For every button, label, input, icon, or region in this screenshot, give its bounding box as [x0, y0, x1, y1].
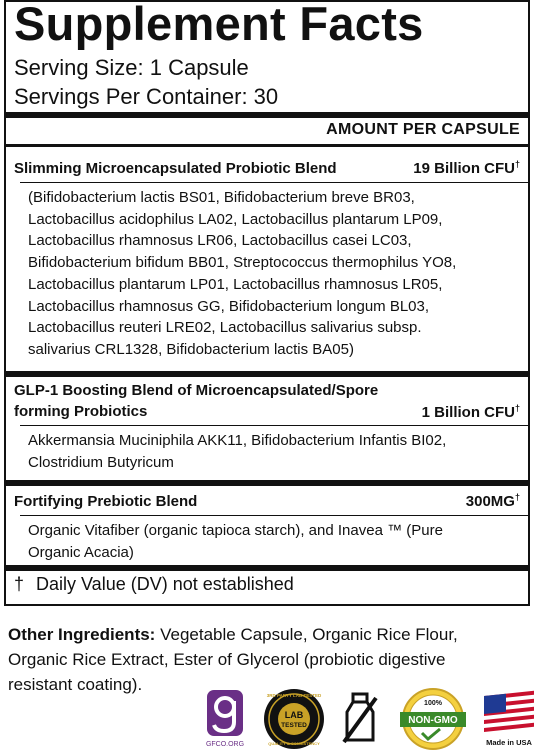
dagger-symbol: † [14, 574, 25, 594]
section-divider [6, 565, 528, 571]
non-gmo-main-text: NON-GMO [408, 715, 458, 726]
ingredient-line: Lactobacillus rhamnosus GG, Bifidobacterium longum BL03, [28, 297, 430, 315]
supplement-facts-panel [4, 0, 530, 606]
amount-per-capsule-header: AMOUNT PER CAPSULE [326, 121, 520, 138]
lab-center-text-1: LAB [284, 710, 304, 720]
gluten-free-certified-icon [205, 688, 245, 755]
blend-3-amount: 300MG† [465, 492, 520, 510]
servings-per-container: Servings Per Container: 30 [14, 84, 279, 109]
ingredient-line: Lactobacillus plantarum LP01, Lactobacillus rhamnosus LR05, [28, 275, 443, 293]
ingredient-line: Lactobacillus acidophilus LA02, Lactobacillus plantarum LP09, [28, 210, 443, 228]
other-ingredients [8, 622, 528, 697]
other-ingredients-line: Organic Rice Extract, Ester of Glycerol (probiotic digestive [8, 650, 446, 669]
no-dairy-bottle-icon [338, 690, 382, 751]
non-gmo-top-text: 100% [424, 700, 442, 707]
gfco-text: GFCO.ORG [205, 741, 245, 748]
dagger-mark: † [514, 159, 520, 169]
header-divider [6, 144, 528, 147]
made-in-usa-text: Made in USA [486, 738, 532, 747]
blend-1-divider [20, 182, 528, 183]
blend-1-name: Slimming Microencapsulated Probiotic Blend [14, 160, 337, 177]
blend-3-divider [20, 515, 528, 516]
ingredient-line: Organic Acacia) [28, 543, 134, 561]
ingredient-line: Lactobacillus reuteri LRE02, Lactobacillus salivarius subsp. [28, 319, 422, 337]
blend-2-name-line-1: GLP-1 Boosting Blend of Microencapsulated/Spore [14, 382, 379, 399]
lab-tested-seal-icon [263, 688, 325, 755]
ingredient-line: Lactobacillus rhamnosus LR06, Lactobacillus casei LC03, [28, 232, 412, 250]
panel-title: Supplement Facts [14, 0, 424, 50]
lab-top-text: 3RD PARTY LAB TESTED [266, 693, 322, 698]
lab-center-text-2: TESTED [281, 722, 307, 729]
made-in-usa-flag-icon [482, 690, 536, 753]
non-gmo-badge-icon [400, 688, 466, 755]
section-divider [6, 371, 528, 377]
blend-2-name-line-2: forming Probiotics [14, 403, 148, 420]
lab-bottom-text: QUALITY & CONSISTENCY [268, 741, 320, 746]
blend-1-amount: 19 Billion CFU† [413, 159, 520, 177]
blend-2-ingredients [28, 430, 524, 473]
blend-3-ingredients [28, 520, 524, 563]
ingredient-line: Bifidobacterium bifidum BB01, Streptococcus thermophilus YO8, [28, 254, 457, 272]
ingredient-line: salivarius CRL1328, Bifidobacterium lactis BA05) [28, 340, 354, 358]
section-divider [6, 480, 528, 486]
footnote-text: Daily Value (DV) not established [36, 574, 294, 594]
thick-divider [6, 112, 528, 118]
blend-2-divider [20, 425, 528, 426]
ingredient-line: Organic Vitafiber (organic tapioca starch), and Inavea ™ (Pure [28, 522, 443, 539]
ingredient-line: Clostridium Butyricum [28, 453, 174, 471]
ingredient-line: Akkermansia Muciniphila AKK11, Bifidobacterium Infantis BI02, [28, 432, 447, 449]
dagger-mark: † [514, 403, 520, 413]
dagger-mark: † [514, 492, 520, 502]
serving-size: Serving Size: 1 Capsule [14, 55, 249, 80]
blend-3-name: Fortifying Prebiotic Blend [14, 493, 198, 510]
other-ingredients-label: Other Ingredients: [8, 625, 156, 644]
blend-2-amount: 1 Billion CFU† [421, 403, 520, 421]
daily-value-footnote [14, 574, 294, 595]
other-ingredients-line: resistant coating). [8, 675, 143, 694]
blend-1-ingredients [28, 187, 524, 361]
other-ingredients-line: Vegetable Capsule, Organic Rice Flour, [160, 625, 458, 644]
ingredient-line: (Bifidobacterium lactis BS01, Bifidobacterium breve BR03, [28, 189, 415, 206]
